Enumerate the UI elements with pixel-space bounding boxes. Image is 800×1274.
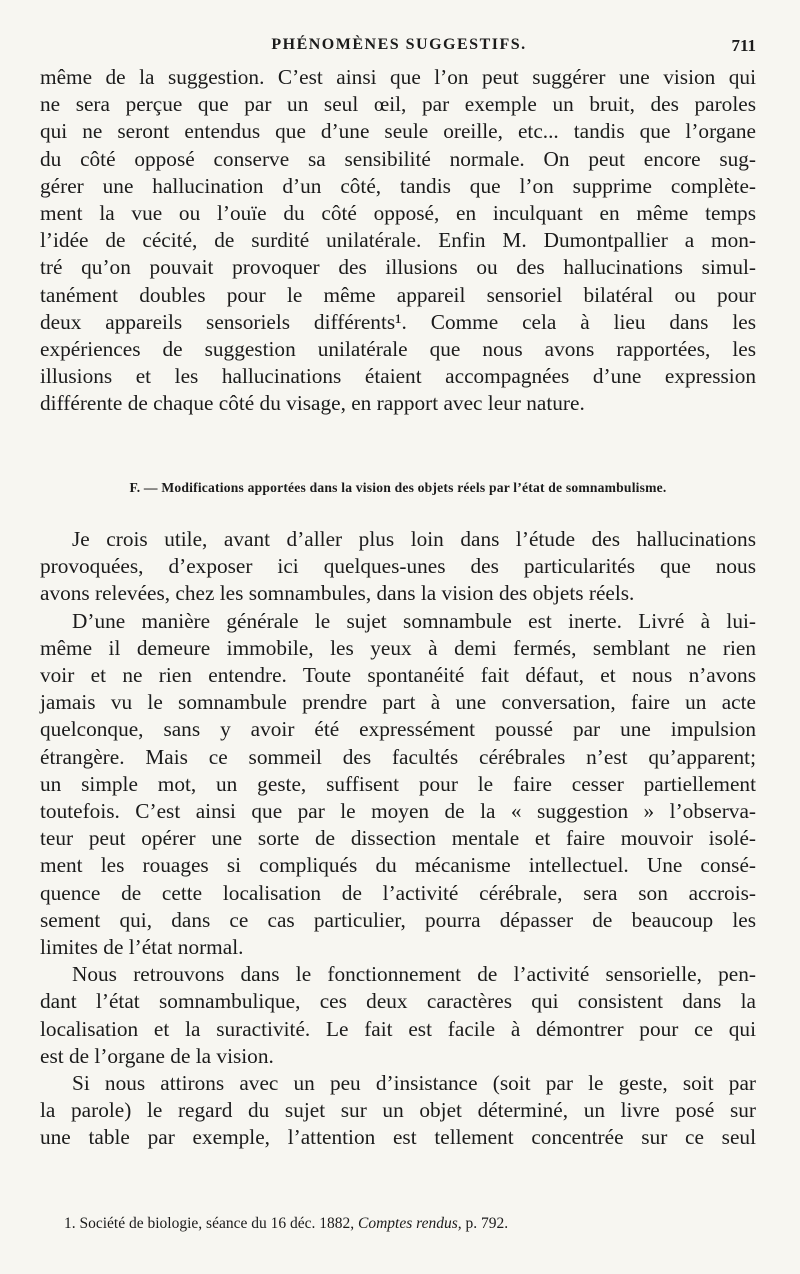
text-line: localisation et la suractivité. Le fait est facile à démontrer pour ce qui xyxy=(40,1016,756,1041)
paragraph-4 xyxy=(40,961,756,1070)
text-line: provoquées, d’exposer ici quelques-unes des particularités que nous xyxy=(40,554,756,579)
body-text xyxy=(40,526,756,1152)
text-line: ne sera perçue que par un seul œil, par exemple un bruit, des paroles xyxy=(40,92,756,117)
text-line: D’une manière générale le sujet somnambule est inerte. Livré à lui- xyxy=(72,608,756,633)
page-header xyxy=(40,34,758,60)
text-line: tanément doubles pour le même appareil sensoriel bilatéral ou pour xyxy=(40,282,756,307)
text-line: dant l’état somnambulique, ces deux caractères qui consistent dans la xyxy=(40,989,756,1014)
text-line: limites de l’état normal. xyxy=(40,935,244,960)
footnote-journal: Comptes rendus, xyxy=(358,1215,462,1232)
text-line: sement qui, dans ce cas particulier, pourra dépasser de beaucoup les xyxy=(40,907,756,932)
text-line: gérer une hallucination d’un côté, tandis que l’on supprime complète- xyxy=(40,173,756,198)
text-line: expériences de suggestion unilatérale que nous avons rapportées, les xyxy=(40,337,756,362)
paragraph-3 xyxy=(40,608,756,962)
paragraph-1 xyxy=(40,64,756,418)
text-line: quelconque, sans y avoir été expressément poussé par une impulsion xyxy=(40,717,756,742)
paragraph-2 xyxy=(40,526,756,608)
text-line: tré qu’on pouvait provoquer des illusions ou des hallucinations simul- xyxy=(40,255,756,280)
text-line: ment les rouages si compliqués du mécanisme intellectuel. Une consé- xyxy=(40,853,756,878)
text-line: Nous retrouvons dans le fonctionnement de l’activité sensorielle, pen- xyxy=(72,962,756,987)
text-line: une table par exemple, l’attention est tellement concentrée sur ce seul xyxy=(40,1125,756,1150)
text-line: qui ne seront entendus que d’une seule oreille, etc... tandis que l’organe xyxy=(40,119,756,144)
text-line: toutefois. C’est ainsi que par le moyen de la « suggestion » l’observa- xyxy=(40,799,756,824)
text-line: jamais vu le somnambule prendre part à une conversation, faire un acte xyxy=(40,690,756,715)
text-line: voir et ne rien entendre. Toute spontanéité fait défaut, et nous n’avons xyxy=(40,663,756,688)
footnote-text: Société de biologie, séance du 16 déc. 1882, xyxy=(79,1215,355,1232)
text-line: teur peut opérer une sorte de dissection mentale et faire mouvoir isolé- xyxy=(40,826,756,851)
text-line: avons relevées, chez les somnambules, dans la vision des objets réels. xyxy=(40,581,635,606)
footnote-marker: 1. xyxy=(64,1215,76,1232)
running-head: PHÉNOMÈNES SUGGESTIFS. xyxy=(271,36,527,53)
text-line: quence de cette localisation de l’activité cérébrale, sera son accrois- xyxy=(40,880,756,905)
text-line: du côté opposé conserve sa sensibilité normale. On peut encore sug- xyxy=(40,146,756,171)
text-line: même de la suggestion. C’est ainsi que l’on peut suggérer une vision qui xyxy=(40,65,756,89)
footnote xyxy=(64,1214,764,1234)
section-heading: F. — Modifications apportées dans la vision des objets réels par l’état de somnambulisme. xyxy=(129,480,667,495)
footnote-pages: p. 792. xyxy=(465,1215,509,1232)
paragraph-5 xyxy=(40,1070,756,1152)
text-line: différente de chaque côté du visage, en rapport avec leur nature. xyxy=(40,391,585,416)
text-line: étrangère. Mais ce sommeil des facultés cérébrales n’est qu’apparent; xyxy=(40,744,756,769)
text-line: Si nous attirons avec un peu d’insistance (soit par le geste, soit par xyxy=(72,1071,756,1096)
text-line: l’idée de cécité, de surdité unilatérale. Enfin M. Dumontpallier a mon- xyxy=(40,228,756,253)
text-line: ment la vue ou l’ouïe du côté opposé, en inculquant en même temps xyxy=(40,201,756,226)
text-line: un simple mot, un geste, suffisent pour le faire cesser partiellement xyxy=(40,771,756,796)
text-line: deux appareils sensoriels différents¹. Comme cela à lieu dans les xyxy=(40,309,756,334)
text-line: Je crois utile, avant d’aller plus loin dans l’étude des hallucinations xyxy=(72,527,756,551)
text-line: même il demeure immobile, les yeux à demi fermés, semblant ne rien xyxy=(40,635,756,660)
page-number: 711 xyxy=(731,36,756,55)
text-line: est de l’organe de la vision. xyxy=(40,1043,274,1068)
text-line: illusions et les hallucinations étaient accompagnées d’une expression xyxy=(40,364,756,389)
text-line: la parole) le regard du sujet sur un objet déterminé, un livre posé sur xyxy=(40,1098,756,1123)
